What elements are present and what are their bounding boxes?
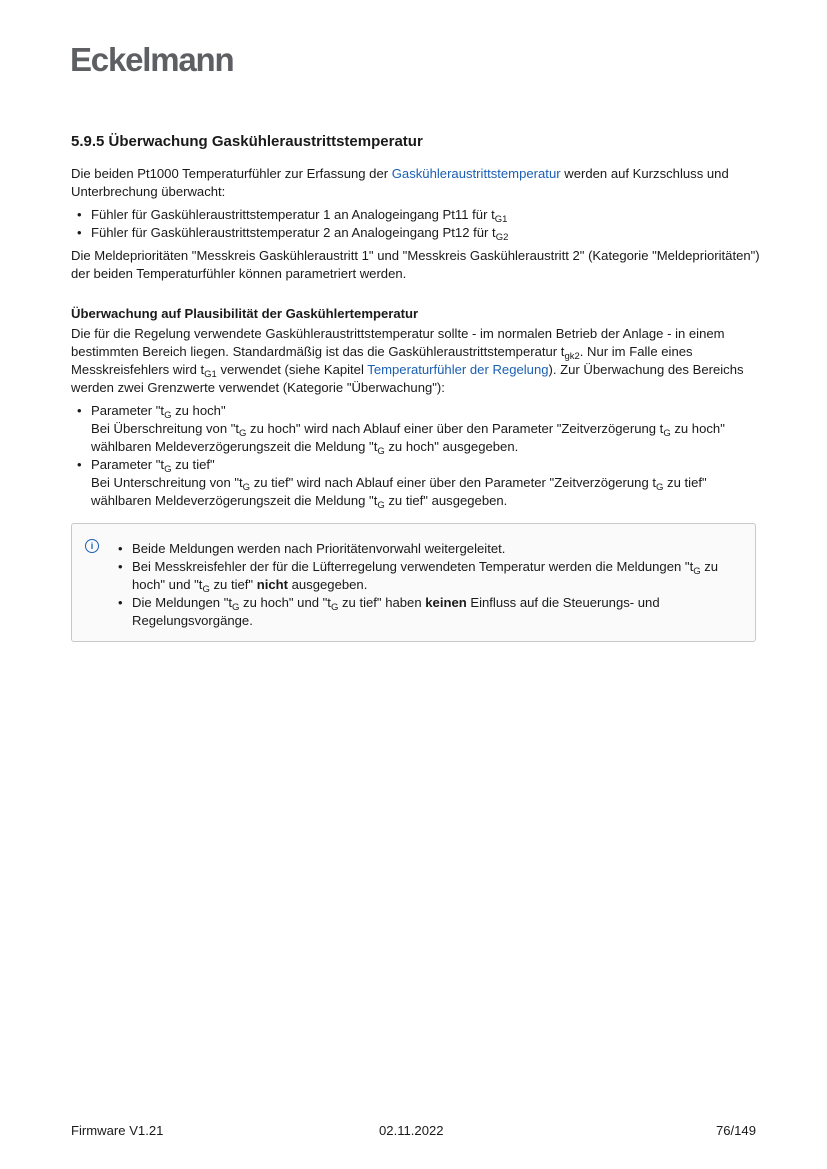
text-segment: Einfluss auf die Steuerungs- und Regelungsvorgänge. bbox=[132, 595, 660, 628]
subscript: G1 bbox=[494, 214, 508, 225]
text-segment: Beide Meldungen werden nach Prioritätenvorwahl weitergeleitet. bbox=[132, 541, 506, 556]
section-heading: 5.9.5 Überwachung Gaskühleraustrittstemperatur bbox=[71, 133, 423, 150]
text-segment: zu hoch" wählbaren Meldeverzögerungszeit die Meldung "t bbox=[91, 421, 725, 454]
intro-paragraph bbox=[71, 165, 761, 201]
subscript: G bbox=[242, 482, 251, 493]
subscript: G bbox=[663, 428, 671, 439]
text-segment: zu tief" wählbaren Meldeverzögerungszeit die Meldung "t bbox=[91, 475, 707, 508]
parameter-list bbox=[71, 402, 761, 510]
subscript: G1 bbox=[204, 369, 217, 380]
text-segment: zu hoch" bbox=[171, 403, 226, 418]
subscript: G bbox=[164, 464, 172, 475]
bold-text: nicht bbox=[256, 577, 288, 592]
text-segment: Bei Überschreitung von "t bbox=[91, 421, 240, 436]
plausibility-paragraph bbox=[71, 325, 761, 397]
text-segment: Die Meldungen "t bbox=[132, 595, 232, 610]
text-segment: Bei Unterschreitung von "t bbox=[91, 475, 243, 490]
subscript: G2 bbox=[495, 232, 509, 243]
eckelmann-logo: Eckelmann bbox=[70, 41, 234, 78]
list-item bbox=[112, 558, 742, 594]
text-segment: ). Zur Überwachung des Bereichs werden zwei Grenzwerte verwendet (Kategorie "Überwachung"): bbox=[71, 362, 744, 395]
subscript: G bbox=[693, 566, 701, 577]
text-segment: zu tief" ausgegeben. bbox=[384, 493, 508, 508]
text-segment: . Nur im Falle eines Messkreisfehlers wird t bbox=[71, 344, 693, 377]
subscript: gk2 bbox=[564, 351, 580, 362]
subscript: G bbox=[330, 602, 339, 613]
subscript: G bbox=[377, 500, 385, 511]
text-segment: Die Meldeprioritäten "Messkreis Gaskühleraustritt 1" und "Messkreis Gaskühleraustritt 2" (Kategorie "Meldeprioritäten") der beiden Temperaturfühler können parametriert werden. bbox=[71, 248, 760, 281]
cross-reference-link[interactable]: Temperaturfühler der Regelung bbox=[367, 362, 549, 377]
firmware-version: Firmware V1.21 bbox=[71, 1123, 164, 1138]
list-item bbox=[71, 224, 761, 242]
subscript: G bbox=[202, 584, 210, 595]
subscript: G bbox=[164, 410, 172, 421]
info-note bbox=[71, 523, 756, 642]
text-segment: Die für die Regelung verwendete Gaskühleraustrittstemperatur sollte - im normalen Betrieb der Anlage - in einem bestimmten Bereich liegen. Standardmäßig ist das die Gaskühleraustrittstemperatur t bbox=[71, 326, 725, 359]
text-segment: zu hoch" wird nach Ablauf einer über den Parameter "Zeitverzögerung t bbox=[246, 421, 664, 436]
text-segment: Fühler für Gaskühleraustrittstemperatur 2 an Analogeingang Pt12 für t bbox=[91, 225, 496, 240]
text-segment: Fühler für Gaskühleraustrittstemperatur 1 an Analogeingang Pt11 für t bbox=[91, 207, 495, 222]
subscript: G bbox=[377, 446, 385, 457]
cross-reference-link[interactable]: Gaskühleraustrittstemperatur bbox=[391, 166, 561, 181]
footer-date: 02.11.2022 bbox=[379, 1123, 444, 1138]
info-icon: i bbox=[85, 539, 99, 553]
text-segment: Bei Messkreisfehler der für die Lüfterregelung verwendeten Temperatur werden die Meldungen "t bbox=[132, 559, 694, 574]
text-segment: zu tief" wird nach Ablauf einer über den Parameter "Zeitverzögerung t bbox=[250, 475, 657, 490]
text-segment: zu tief" bbox=[209, 577, 257, 592]
note-list bbox=[112, 540, 742, 630]
list-item bbox=[71, 456, 761, 510]
text-segment: werden auf Kurzschluss und Unterbrechung überwacht: bbox=[71, 166, 729, 199]
bold-text: keinen bbox=[425, 595, 467, 610]
content bbox=[71, 132, 761, 515]
priority-paragraph bbox=[71, 247, 761, 283]
text-segment: verwendet (siehe Kapitel bbox=[216, 362, 368, 377]
text-segment: ausgegeben. bbox=[287, 577, 368, 592]
list-item bbox=[71, 206, 761, 224]
list-item bbox=[112, 594, 742, 630]
page-number: 76/149 bbox=[715, 1123, 756, 1138]
subscript: G bbox=[232, 602, 240, 613]
list-item bbox=[71, 402, 761, 456]
text-segment: zu hoch" und "t bbox=[239, 595, 331, 610]
text-segment: Die beiden Pt1000 Temperaturfühler zur Erfassung der bbox=[71, 166, 392, 181]
text-segment: zu tief" bbox=[171, 457, 215, 472]
subscript: G bbox=[239, 428, 247, 439]
sensor-list bbox=[71, 206, 761, 242]
text-segment: zu hoch" und "t bbox=[132, 559, 719, 592]
subscript: G bbox=[656, 482, 664, 493]
text-segment: Parameter "t bbox=[91, 457, 165, 472]
subheading: Überwachung auf Plausibilität der Gaskühlertemperatur bbox=[71, 306, 419, 321]
text-segment: Parameter "t bbox=[91, 403, 165, 418]
list-item bbox=[112, 540, 742, 558]
text-segment: zu hoch" ausgegeben. bbox=[384, 439, 519, 454]
text-segment: zu tief" haben bbox=[338, 595, 426, 610]
